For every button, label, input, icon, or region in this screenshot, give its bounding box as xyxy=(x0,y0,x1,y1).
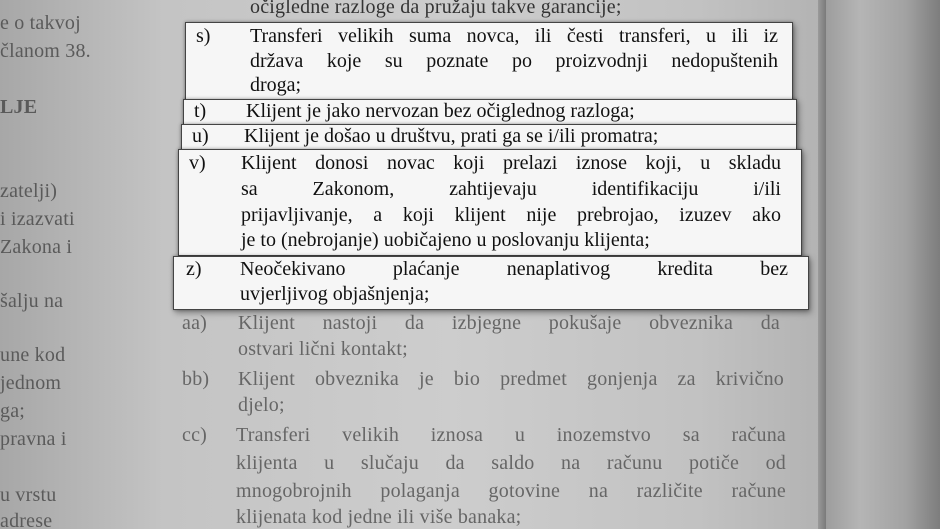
item-line: ostvari lični kontakt; xyxy=(238,338,408,360)
left-text-line: zatelji) xyxy=(0,180,58,202)
item-label-s: s) xyxy=(196,25,211,47)
item-label-u: u) xyxy=(192,125,209,147)
item-label-v: v) xyxy=(189,152,206,174)
item-line: Neočekivano plaćanje nenaplativog kredita bez xyxy=(240,258,788,280)
left-heading: LJE xyxy=(0,96,38,118)
item-line: Klijent donosi novac koji prelazi iznose koji, u skladu xyxy=(241,152,781,174)
highlight-box-v xyxy=(178,149,802,256)
item-line: uvjerljivog objašnjenja; xyxy=(240,283,430,305)
item-label-t: t) xyxy=(194,100,207,122)
item-line: klijenta u slučaju da saldo na računu potiče od xyxy=(236,452,786,474)
item-line: država koje su poznate po proizvodnji nedopuštenih xyxy=(250,50,778,72)
item-line: Transferi velikih iznosa u inozemstvo sa računa xyxy=(236,424,786,446)
left-text-line: une kod xyxy=(0,344,66,366)
left-text-line: i izazvati xyxy=(0,208,75,230)
left-text-line: članom 38. xyxy=(0,40,91,62)
left-text-line: Zakona i xyxy=(0,236,73,258)
left-text-line: u vrstu xyxy=(0,484,57,506)
item-line: Klijent je jako nervozan bez očiglednog razloga; xyxy=(246,100,635,122)
highlight-box-s xyxy=(185,22,793,102)
left-text-line: ga; xyxy=(0,400,26,422)
highlight-box-u xyxy=(181,124,797,150)
item-label-cc: cc) xyxy=(182,424,208,446)
item-label-z: z) xyxy=(186,258,202,280)
side-shadow xyxy=(826,0,940,529)
highlight-box-t xyxy=(183,99,797,125)
item-line: droga; xyxy=(250,74,302,96)
left-text-line: jednom xyxy=(0,372,62,394)
item-line: sa Zakonom, zahtijevaju identifikaciju i/ili xyxy=(241,178,781,200)
page-edge xyxy=(818,0,826,529)
left-text-line: adrese xyxy=(0,510,53,529)
item-line: Klijent je došao u društvu, prati ga se i/ili promatra; xyxy=(244,125,659,147)
item-line: djelo; xyxy=(238,394,285,416)
highlight-box-z xyxy=(173,256,809,310)
item-line: klijenata kod jedne ili više banaka; xyxy=(236,506,522,528)
item-line: Transferi velikih suma novca, ili česti transferi, u ili iz xyxy=(250,25,778,47)
left-text-line: pravna i xyxy=(0,428,67,450)
item-label-bb: bb) xyxy=(182,368,210,390)
item-line: Klijent obveznika je bio predmet gonjenja za krivično xyxy=(238,368,784,390)
item-line: Klijent nastoji da izbjegne pokušaje obveznika da xyxy=(238,312,780,334)
left-text-line: e o takvoj xyxy=(0,12,81,34)
item-line: prijavljivanje, a koji klijent nije prebrojao, izuzev ako xyxy=(241,204,781,226)
item-line: mnogobrojnih polaganja gotovine na različite račune xyxy=(236,480,786,502)
item-label-aa: aa) xyxy=(182,312,208,334)
item-line: je to (nebrojanje) uobičajeno u poslovanju klijenta; xyxy=(241,229,650,251)
left-text-line: šalju na xyxy=(0,290,64,312)
top-text-line: očigledne razloge da pružaju takve garancije; xyxy=(250,0,622,18)
